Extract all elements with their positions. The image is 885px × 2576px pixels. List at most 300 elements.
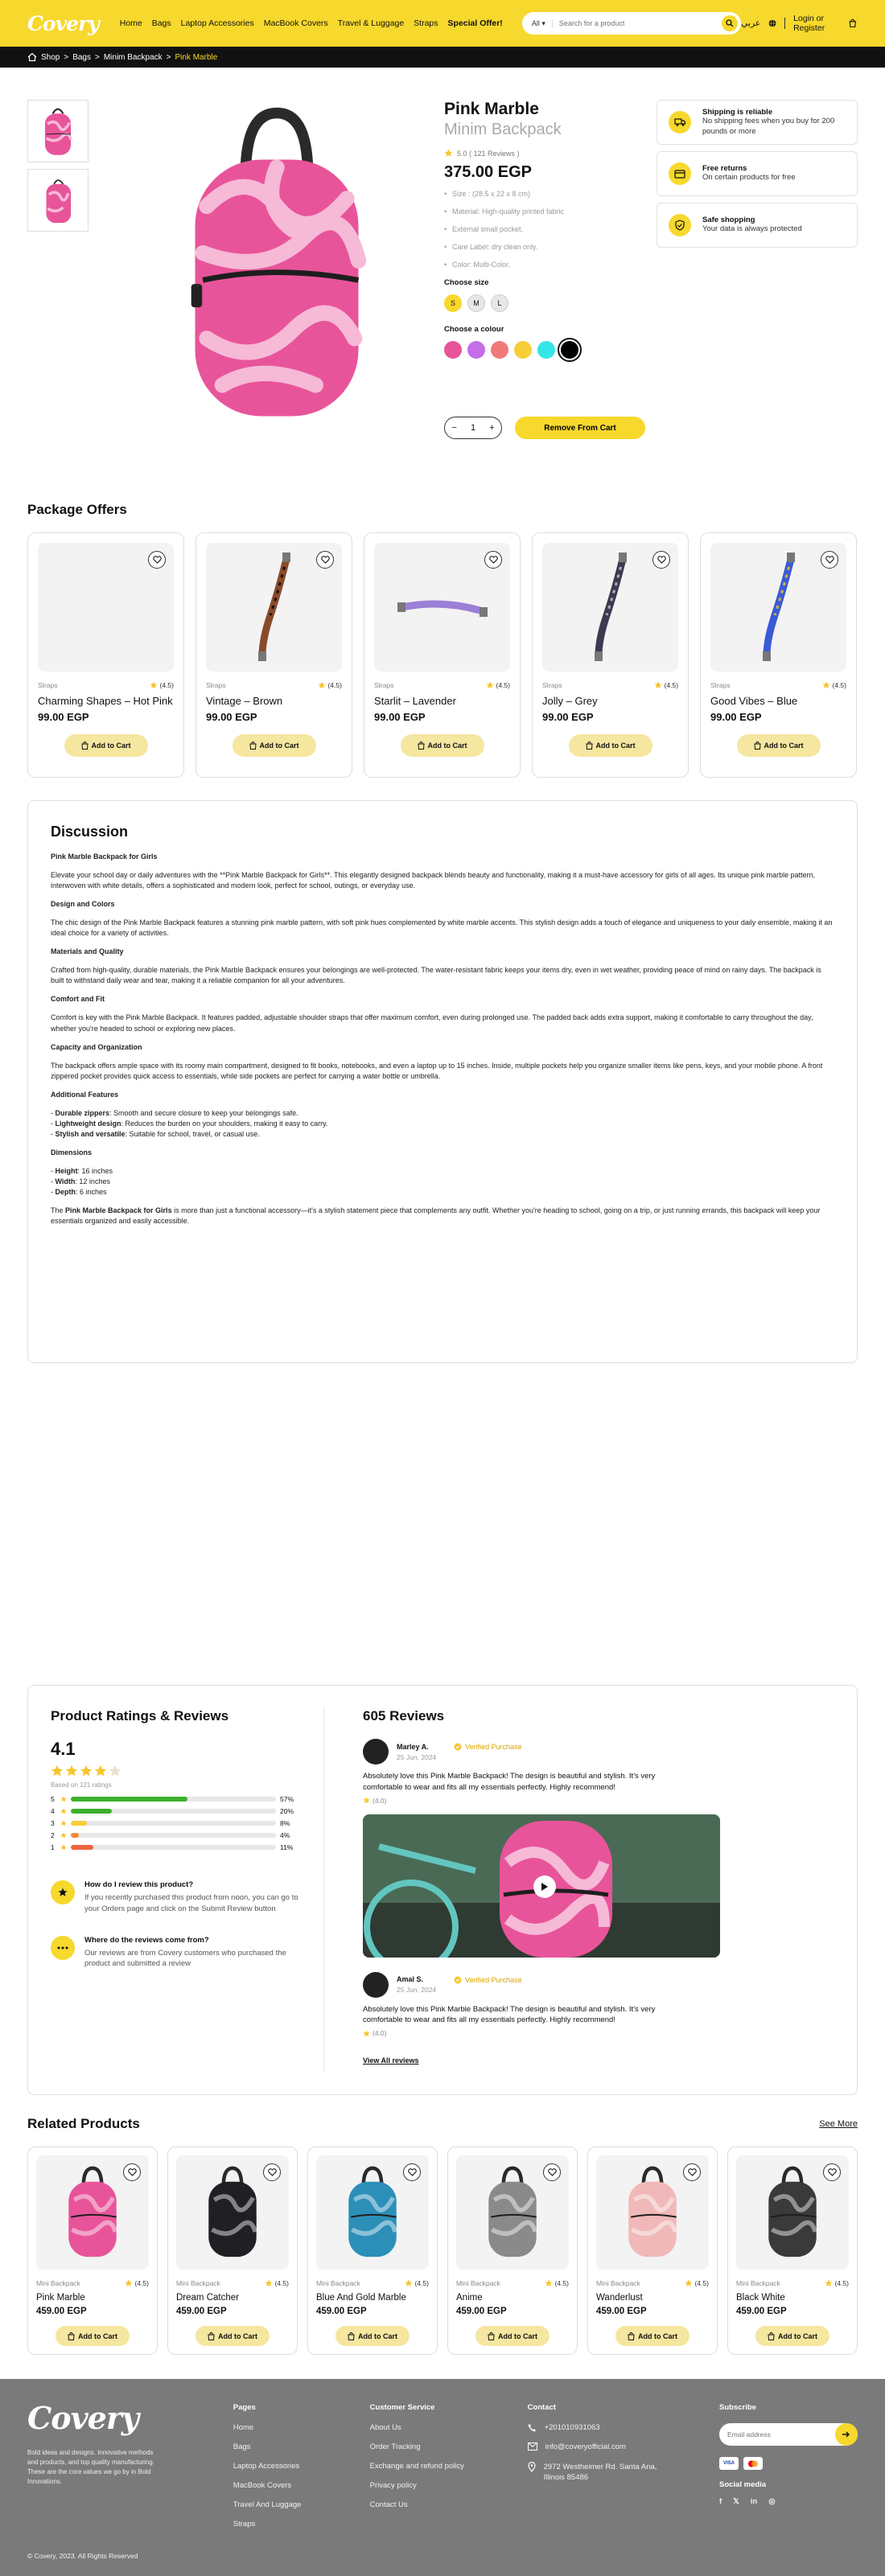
- product-info: [444, 100, 653, 470]
- service-text: Your data is always protected: [702, 224, 802, 234]
- dimension-value: : 6 inches: [76, 1188, 107, 1197]
- star-icon: [150, 681, 158, 689]
- colour-swatch[interactable]: [467, 341, 485, 359]
- add-to-cart-button[interactable]: Add to Cart: [64, 734, 148, 757]
- where-text: Our reviews are from Covery customers who purchased the product and submitted a review: [84, 1948, 286, 1969]
- product-title: Pink Marble: [444, 100, 539, 118]
- star-icon: [94, 1765, 107, 1777]
- star-icon: [405, 2279, 413, 2287]
- product-price: 459.00 EGP: [456, 2307, 507, 2316]
- dimension-name: Width: [55, 1177, 76, 1185]
- offer-price: 99.00 EGP: [374, 711, 426, 723]
- service-safe: [657, 203, 858, 248]
- star-icon: [60, 1832, 67, 1839]
- dimension-name: Height: [55, 1166, 78, 1175]
- avatar: [363, 1739, 389, 1765]
- discussion-heading: Comfort and Fit: [51, 995, 105, 1004]
- footer-link-home[interactable]: Home: [233, 2423, 254, 2432]
- size-s-button[interactable]: S: [444, 294, 462, 312]
- phone-text: +201010931063: [544, 2423, 600, 2432]
- offer-name: Vintage – Brown: [206, 695, 283, 707]
- breadcrumb: Shop > Bags > Minim Backpack > Pink Marble: [0, 47, 885, 68]
- how-text: If you recently purchased this product from noon, you can go to your Orders page and click on the Submit Review button: [84, 1893, 298, 1913]
- service-returns: [657, 151, 858, 196]
- footer-address: [528, 2462, 719, 2484]
- rating-bar: [51, 1795, 299, 1803]
- add-to-cart-button[interactable]: Add to Cart: [475, 2326, 550, 2346]
- quantity-stepper: [444, 417, 502, 439]
- add-to-cart-button[interactable]: Add to Cart: [233, 734, 316, 757]
- how-to-review: [51, 1880, 299, 1915]
- bar-percent: 4%: [280, 1831, 290, 1839]
- search-icon: [726, 19, 734, 27]
- product-category: Mini Backpack: [736, 2279, 780, 2287]
- bar-star-label: 3: [51, 1819, 55, 1827]
- product-rating: (4.5): [265, 2279, 289, 2287]
- feature-name: Stylish and versatile: [55, 1129, 126, 1138]
- instagram-icon[interactable]: ◎: [768, 2497, 776, 2506]
- heart-icon: [548, 2168, 557, 2176]
- product-category: Mini Backpack: [36, 2279, 80, 2287]
- product-price: 459.00 EGP: [316, 2307, 367, 2316]
- site-footer: [0, 2379, 885, 2576]
- feature-text: : Smooth and secure closure to keep your belongings safe.: [109, 1108, 298, 1117]
- feature-text: : Reduces the burden on your shoulders, making it easy to carry.: [121, 1119, 328, 1128]
- size-l-button[interactable]: L: [491, 294, 508, 312]
- nav-macbook-covers[interactable]: MacBook Covers: [263, 18, 328, 28]
- product-main-image: [156, 100, 397, 429]
- bar-track: [71, 1809, 276, 1814]
- product-price: 459.00 EGP: [596, 2307, 647, 2316]
- product-name: Wanderlust: [596, 2293, 643, 2303]
- discussion-heading: Pink Marble Backpack for Girls: [51, 853, 158, 861]
- offer-rating: (4.5): [318, 681, 342, 689]
- offer-price: 99.00 EGP: [38, 711, 89, 723]
- feature-name: Lightweight design: [55, 1119, 121, 1128]
- star-icon: [109, 1765, 121, 1777]
- verified-text: Verified Purchase: [465, 1743, 522, 1751]
- divider: [784, 18, 785, 29]
- backpack-image: [478, 2166, 547, 2259]
- related-product-card[interactable]: [587, 2147, 718, 2355]
- footer-link-about[interactable]: About Us: [369, 2423, 401, 2432]
- backpack-thumbnail-image: [38, 174, 78, 227]
- star-icon: [685, 2279, 693, 2287]
- offer-name: Charming Shapes – Hot Pink: [38, 695, 173, 707]
- bag-icon: [754, 742, 761, 750]
- footer-link-order-tracking[interactable]: Order Tracking: [369, 2442, 421, 2451]
- service-shipping: [657, 100, 858, 145]
- product-price: 459.00 EGP: [36, 2307, 87, 2316]
- bar-percent: 8%: [280, 1819, 290, 1827]
- size-options: [444, 294, 653, 312]
- bar-fill: [71, 1821, 87, 1826]
- copyright: © Covery, 2023. All Rights Reserved: [27, 2552, 138, 2560]
- wishlist-button[interactable]: [484, 551, 502, 569]
- email-field[interactable]: [727, 2430, 824, 2438]
- dimension-value: : 16 inches: [77, 1166, 113, 1175]
- offer-card[interactable]: [27, 532, 184, 778]
- facebook-icon[interactable]: f: [719, 2497, 722, 2506]
- wishlist-button[interactable]: [821, 551, 838, 569]
- offer-card[interactable]: [196, 532, 352, 778]
- discussion-paragraph: Comfort is key with the Pink Marble Backpack. It features padded, adjustable shoulder straps that offer maximum comfort, even during prolonged use. The padded back adds extra support, making it comfortable to carry throughout the day, whether you're headed to school or exploring new places.: [51, 1013, 813, 1033]
- add-to-cart-button[interactable]: Add to Cart: [737, 734, 821, 757]
- play-button[interactable]: [533, 1876, 556, 1898]
- star-icon: [125, 2279, 133, 2287]
- feature-name: Durable zippers: [55, 1108, 110, 1117]
- pink-marble-backpack-image: [160, 104, 393, 425]
- heart-icon: [408, 2168, 417, 2176]
- wishlist-button[interactable]: [652, 551, 670, 569]
- nav-bags[interactable]: Bags: [151, 18, 171, 28]
- discussion-section: [27, 800, 858, 1363]
- review-date: 25 Jun, 2024: [397, 1752, 437, 1761]
- bar-star-label: 4: [51, 1807, 55, 1815]
- wishlist-button[interactable]: [148, 551, 166, 569]
- email-text: info@coveryofficial.com: [545, 2442, 626, 2451]
- product-features: [444, 190, 653, 269]
- offer-price: 99.00 EGP: [710, 711, 762, 723]
- star-icon: [318, 681, 326, 689]
- colour-swatch[interactable]: [491, 341, 508, 359]
- offer-category: Straps: [374, 681, 394, 689]
- offer-category: Straps: [206, 681, 226, 689]
- shield-icon: [669, 214, 691, 236]
- dimension-value: : 12 inches: [75, 1177, 110, 1185]
- offer-card[interactable]: [364, 532, 521, 778]
- reviews-title: 605 Reviews: [363, 1708, 445, 1723]
- discussion-paragraph: The chic design of the Pink Marble Backpack features a stunning pink marble pattern, with soft pink hues complemented by white marble accents. This stylish design adds a touch of elegance and uniqueness to your daily ensemble, making it an ideal choice for a variety of activities.: [51, 918, 833, 938]
- related-product-card[interactable]: [167, 2147, 298, 2355]
- review-rating: [363, 2029, 834, 2037]
- backpack-image: [58, 2166, 127, 2259]
- ratings-title: Product Ratings & Reviews: [51, 1708, 229, 1723]
- service-title: Safe shopping: [702, 216, 755, 225]
- discussion-heading: Dimensions: [51, 1148, 93, 1157]
- linkedin-icon[interactable]: in: [750, 2497, 758, 2506]
- offer-rating: (4.5): [822, 681, 846, 689]
- breadcrumb-shop[interactable]: Shop: [41, 52, 60, 62]
- decrease-button[interactable]: −: [451, 423, 457, 433]
- reviewer-name: Amal S.: [397, 1975, 424, 1984]
- review-video[interactable]: [363, 1814, 720, 1958]
- related-product-card[interactable]: [307, 2147, 438, 2355]
- based-on-text: Based on 121 ratings: [51, 1781, 112, 1789]
- thumbnail-list: [27, 100, 88, 470]
- heart-icon: [153, 556, 162, 564]
- bar-track: [71, 1833, 276, 1838]
- product-name: Black White: [736, 2293, 785, 2303]
- product-category: Mini Backpack: [456, 2279, 500, 2287]
- footer-link-privacy[interactable]: Privacy policy: [369, 2481, 417, 2490]
- review-date: 25 Jun, 2024: [397, 1986, 437, 1995]
- wishlist-button[interactable]: [683, 2163, 701, 2181]
- footer-phone[interactable]: [528, 2423, 719, 2432]
- see-more-link[interactable]: See More: [819, 2119, 858, 2129]
- rating-bar: [51, 1807, 299, 1815]
- product-price: 375.00 EGP: [444, 163, 532, 181]
- offer-rating: (4.5): [654, 681, 678, 689]
- wishlist-button[interactable]: [123, 2163, 141, 2181]
- twitter-icon[interactable]: 𝕏: [733, 2497, 739, 2506]
- discussion-heading: Design and Colors: [51, 900, 115, 909]
- offer-name: Starlit – Lavender: [374, 695, 456, 707]
- bar-star-label: 2: [51, 1831, 55, 1839]
- offer-card[interactable]: [700, 532, 857, 778]
- nav-laptop-accessories[interactable]: Laptop Accessories: [180, 18, 254, 28]
- dimension-name: Depth: [55, 1188, 76, 1197]
- mail-icon: [528, 2442, 537, 2451]
- offer-category: Straps: [38, 681, 58, 689]
- footer-link-straps[interactable]: Straps: [233, 2520, 256, 2529]
- quantity-value: 1: [470, 423, 476, 433]
- wishlist-button[interactable]: [823, 2163, 841, 2181]
- colour-label: Choose a colour: [444, 325, 504, 334]
- related-title: Related Products: [27, 2116, 140, 2131]
- product-rating: (4.5): [125, 2279, 149, 2287]
- heart-icon: [128, 2168, 137, 2176]
- bar-star-label: 5: [51, 1795, 55, 1803]
- check-badge-icon: [454, 1743, 462, 1751]
- feature-item: • Size : (28.5 x 22 x 8 cm): [444, 190, 653, 198]
- bag-icon: [68, 2332, 75, 2340]
- play-icon: [541, 1882, 549, 1892]
- star-icon: [444, 149, 453, 158]
- bag-icon: [628, 2332, 635, 2340]
- heart-icon: [688, 2168, 697, 2176]
- wishlist-button[interactable]: [403, 2163, 421, 2181]
- thumbnail-2[interactable]: [27, 169, 88, 232]
- footer-link-laptop-accessories[interactable]: Laptop Accessories: [233, 2462, 300, 2471]
- login-register-link[interactable]: Login or Register: [793, 14, 825, 33]
- star-icon: [60, 1820, 67, 1826]
- site-header: [0, 0, 885, 47]
- star-icon: [51, 1765, 64, 1777]
- star-icon: [265, 2279, 273, 2287]
- strap-image: [394, 583, 491, 631]
- closing-text: The: [51, 1206, 66, 1215]
- add-to-cart-button[interactable]: Add to Cart: [335, 2326, 410, 2346]
- service-title: Free returns: [702, 164, 747, 174]
- rating-distribution: [51, 1795, 299, 1851]
- rating-text[interactable]: 5.0 ( 121 Reviews ): [457, 149, 520, 158]
- wishlist-button[interactable]: [543, 2163, 561, 2181]
- truck-icon: [669, 111, 691, 134]
- colour-swatch[interactable]: [561, 341, 578, 359]
- strap-image: [587, 551, 635, 664]
- heart-icon: [489, 556, 498, 564]
- offer-card[interactable]: [532, 532, 689, 778]
- feature-item: • Material: High-quality printed fabric: [444, 207, 653, 216]
- bar-percent: 57%: [280, 1795, 294, 1803]
- view-all-reviews-link[interactable]: View All reviews: [363, 2056, 419, 2065]
- star-icon: [65, 1765, 78, 1777]
- nav-home[interactable]: Home: [119, 18, 142, 28]
- bar-percent: 20%: [280, 1807, 294, 1815]
- search-category-label: All: [531, 18, 540, 27]
- bar-percent: 11%: [280, 1843, 294, 1851]
- search-input[interactable]: [553, 19, 722, 27]
- backpack-image: [758, 2166, 827, 2259]
- add-to-cart-button[interactable]: Add to Cart: [196, 2326, 270, 2346]
- arrow-right-icon: [842, 2431, 850, 2438]
- reviews-source: [51, 1936, 299, 1970]
- remove-from-cart-button[interactable]: Remove From Cart: [515, 417, 645, 439]
- search-button[interactable]: [722, 15, 738, 31]
- subscribe-title: Subscribe: [719, 2403, 756, 2412]
- size-m-button[interactable]: M: [467, 294, 485, 312]
- visa-icon: VISA: [719, 2457, 739, 2470]
- product-price: 459.00 EGP: [176, 2307, 227, 2316]
- bar-track: [71, 1845, 276, 1850]
- footer-logo[interactable]: Covery: [27, 2400, 138, 2436]
- main-nav: [120, 18, 503, 28]
- offer-category: Straps: [710, 681, 731, 689]
- product-name: Dream Catcher: [176, 2293, 239, 2303]
- footer-email[interactable]: [528, 2442, 719, 2451]
- heart-icon: [657, 556, 666, 564]
- add-to-cart-button[interactable]: Add to Cart: [401, 734, 484, 757]
- footer-subscribe: [719, 2403, 858, 2539]
- discussion-title: Discussion: [51, 824, 129, 840]
- footer-link-contact[interactable]: Contact Us: [369, 2500, 408, 2509]
- closing-text: is more than just a functional accessory—it's a stylish statement piece that complements any outfit. Whether you're heading to school, going on a trip, or just running errands, this backpack will keep your essentials organized and easily accessible.: [51, 1206, 821, 1226]
- heart-icon: [268, 2168, 277, 2176]
- service-text: No shipping fees when you buy for 200 pounds or more: [702, 117, 835, 136]
- header-actions: [741, 14, 858, 33]
- add-to-cart-button[interactable]: Add to Cart: [569, 734, 652, 757]
- colour-swatch[interactable]: [537, 341, 555, 359]
- increase-button[interactable]: +: [489, 423, 495, 433]
- language-switch[interactable]: عربي: [741, 18, 761, 28]
- social-title: Social media: [719, 2480, 767, 2489]
- wishlist-button[interactable]: [263, 2163, 281, 2181]
- service-title: Shipping is reliable: [702, 108, 773, 117]
- globe-icon[interactable]: [768, 18, 776, 29]
- bag-icon: [488, 2332, 495, 2340]
- footer-link-travel-luggage[interactable]: Travel And Luggage: [233, 2500, 302, 2509]
- strap-image: [250, 551, 298, 664]
- service-text: On certain products for free: [702, 173, 796, 183]
- bag-icon: [418, 742, 425, 750]
- footer-link-bags[interactable]: Bags: [233, 2442, 251, 2451]
- search-bar: [522, 12, 742, 35]
- offer-name: Good Vibes – Blue: [710, 695, 798, 707]
- package-offers-title: Package Offers: [27, 502, 127, 517]
- offer-rating: (4.5): [150, 681, 174, 689]
- breadcrumb-minim-backpack[interactable]: Minim Backpack: [103, 52, 163, 62]
- bag-icon: [348, 2332, 355, 2340]
- ratings-summary: [51, 1708, 324, 2072]
- review-rating-value: (4.0): [373, 2029, 387, 2038]
- star-icon: [825, 2279, 833, 2287]
- cart-row: [444, 417, 653, 439]
- review-item: [363, 1739, 834, 1958]
- bag-icon: [586, 742, 593, 750]
- nav-special-offer[interactable]: Special Offer!: [447, 18, 503, 28]
- product-name: Pink Marble: [36, 2293, 85, 2303]
- related-header: [0, 2116, 885, 2132]
- add-to-cart-button[interactable]: Add to Cart: [615, 2326, 689, 2346]
- star-icon: [545, 2279, 553, 2287]
- bar-fill: [71, 1833, 79, 1838]
- feature-item: • Care Label: dry clean only.: [444, 243, 653, 251]
- home-icon[interactable]: [27, 52, 37, 62]
- footer-link-macbook-covers[interactable]: MacBook Covers: [233, 2481, 292, 2490]
- colour-options: [444, 341, 653, 359]
- nav-travel-luggage[interactable]: Travel & Luggage: [337, 18, 405, 28]
- strap-image: [755, 551, 803, 664]
- ratings-reviews-section: [27, 1685, 858, 2095]
- reviews-list: [324, 1708, 834, 2072]
- bar-fill: [71, 1797, 187, 1802]
- review-item: [363, 1972, 834, 2038]
- star-icon: [822, 681, 830, 689]
- rating-bar: [51, 1819, 299, 1827]
- product-rating: (4.5): [405, 2279, 429, 2287]
- address-text: 2972 Westheimer Rd. Santa Ana, Illinois 85486: [543, 2463, 657, 2483]
- subscribe-button[interactable]: [835, 2423, 858, 2446]
- product-name: Anime: [456, 2293, 483, 2303]
- footer-link-refund-policy[interactable]: Exchange and refund policy: [369, 2462, 464, 2471]
- size-label: Choose size: [444, 278, 489, 287]
- bag-icon: [208, 2332, 215, 2340]
- related-product-card[interactable]: [27, 2147, 158, 2355]
- discussion-paragraph: The backpack offers ample space with its roomy main compartment, designed to fit books, notebooks, and even a laptop up to 15 inches. Inside, multiple pockets help you organize smaller items like pens, keys, and your mobile phone. A front zippered pocket provides quick access to essentials, while side pockets are perfect for carrying a water bottle or umbrella.: [51, 1061, 823, 1080]
- related-product-card[interactable]: [447, 2147, 578, 2355]
- footer-about: Bold ideas and designs. Innovative methods and products, and top quality manufacturing. These are the core values we go by in Bold Innovations.: [27, 2449, 154, 2485]
- product-rating: (4.5): [545, 2279, 569, 2287]
- discussion-heading: Materials and Quality: [51, 947, 124, 956]
- related-product-card[interactable]: [727, 2147, 858, 2355]
- product-name: Blue And Gold Marble: [316, 2293, 406, 2303]
- average-stars: [51, 1765, 299, 1777]
- nav-straps[interactable]: Straps: [414, 18, 438, 28]
- feature-item: • Color: Multi-Color.: [444, 261, 653, 269]
- star-badge-icon: [51, 1880, 75, 1904]
- backpack-thumbnail-image: [38, 105, 78, 158]
- star-icon: [60, 1808, 67, 1814]
- verified-text: Verified Purchase: [465, 1975, 522, 1984]
- logo[interactable]: Covery: [27, 11, 99, 35]
- colour-swatch[interactable]: [514, 341, 532, 359]
- review-rating-value: (4.0): [373, 1796, 387, 1805]
- add-to-cart-button[interactable]: Add to Cart: [755, 2326, 829, 2346]
- wishlist-button[interactable]: [316, 551, 334, 569]
- review-rating: [363, 1797, 834, 1805]
- rating-bar: [51, 1843, 299, 1851]
- bar-track: [71, 1821, 276, 1826]
- heart-icon: [825, 556, 834, 564]
- discussion-feature-list: - Durable zippers: Smooth and secure closure to keep your belongings safe. - Lightweight design: Reduces the burden on your shoulders, making it easy to carry. - Stylish and versatile: Suitable for school, travel, or casual use.: [51, 1108, 328, 1138]
- colour-swatch[interactable]: [444, 341, 462, 359]
- product-category: Mini Backpack: [316, 2279, 360, 2287]
- rating-bar: [51, 1831, 299, 1839]
- avatar: [363, 1972, 389, 1998]
- product-category: Mini Backpack: [596, 2279, 640, 2287]
- footer-contact: [528, 2403, 719, 2539]
- product-subtitle: Minim Backpack: [444, 121, 562, 138]
- cart-icon[interactable]: [848, 17, 858, 30]
- add-to-cart-button[interactable]: Add to Cart: [56, 2326, 130, 2346]
- breadcrumb-bags[interactable]: Bags: [72, 52, 91, 62]
- thumbnail-1[interactable]: [27, 100, 88, 162]
- backpack-image: [198, 2166, 267, 2259]
- discussion-heading: Capacity and Organization: [51, 1042, 142, 1051]
- feature-item: • External small pocket.: [444, 225, 653, 233]
- search-category-select[interactable]: All ▾: [532, 19, 553, 28]
